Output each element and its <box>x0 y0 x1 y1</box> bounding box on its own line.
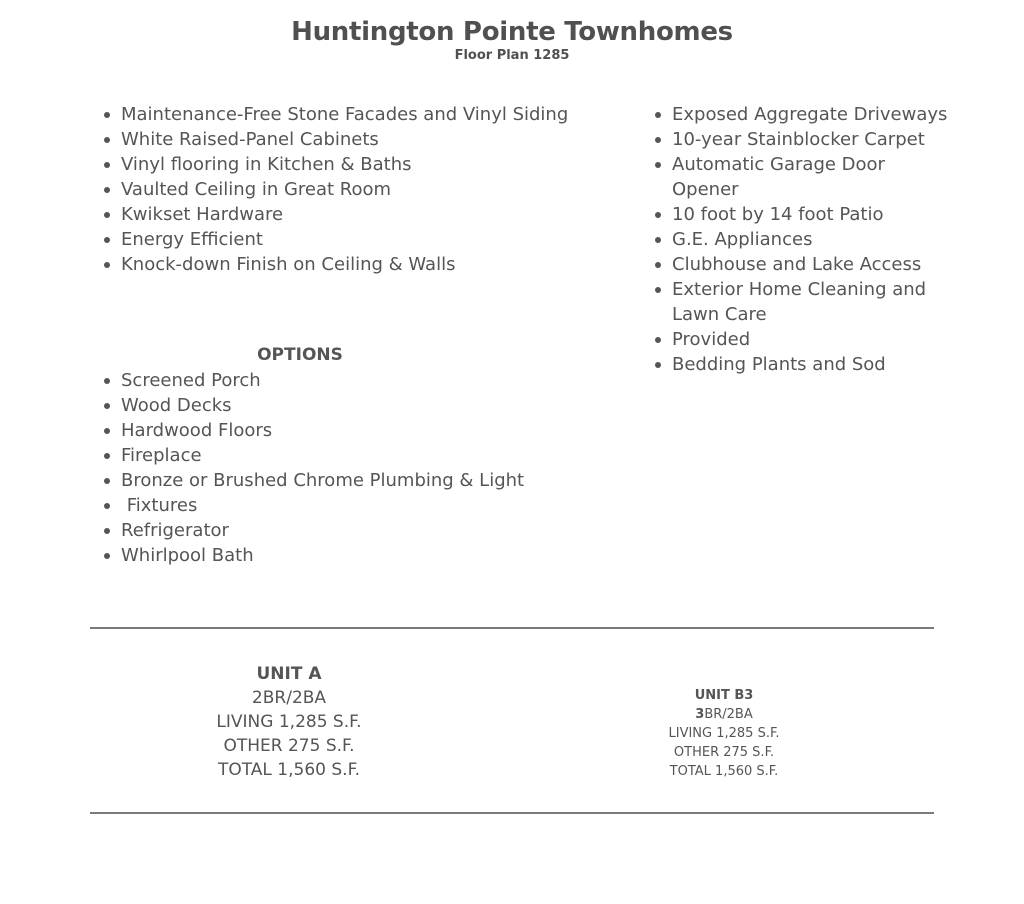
list-item: White Raised-Panel Cabinets <box>121 127 568 152</box>
unit-b3-bedbath <box>624 705 824 724</box>
list-item: Automatic Garage Door <box>672 152 947 177</box>
list-item: Knock-down Finish on Ceiling & Walls <box>121 252 568 277</box>
options-list <box>121 368 524 568</box>
list-item: Clubhouse and Lake Access <box>672 252 947 277</box>
divider <box>90 627 934 629</box>
list-item: 10-year Stainblocker Carpet <box>672 127 947 152</box>
unit-b3-living: LIVING 1,285 S.F. <box>668 726 780 741</box>
page-title: Huntington Pointe Townhomes <box>291 17 733 47</box>
list-item: Fixtures <box>121 493 524 518</box>
unit-a-title: UNIT A <box>256 664 322 684</box>
page-subtitle: Floor Plan 1285 <box>454 48 570 63</box>
unit-b3-bedrooms: 3 <box>695 707 705 722</box>
list-item: Provided <box>672 327 947 352</box>
unit-b3-title: UNIT B3 <box>694 688 754 703</box>
list-item: Refrigerator <box>121 518 524 543</box>
list-item: Opener <box>672 179 739 200</box>
standard-features-list-right <box>672 102 947 377</box>
unit-b3-total: TOTAL 1,560 S.F. <box>669 764 779 779</box>
list-item: Fireplace <box>121 443 524 468</box>
standard-features-list-left <box>121 102 568 277</box>
divider <box>90 812 934 814</box>
list-item: G.E. Appliances <box>672 227 947 252</box>
list-item: Bronze or Brushed Chrome Plumbing & Light <box>121 470 525 491</box>
unit-a-bedbath: 2BR/2BA <box>251 688 327 708</box>
list-item: Vinyl flooring in Kitchen & Baths <box>121 152 568 177</box>
list-item: Exposed Aggregate Driveways <box>672 104 948 125</box>
list-item: Whirlpool Bath <box>121 543 524 568</box>
list-item: Bedding Plants and Sod <box>672 352 947 377</box>
list-item: Lawn Care <box>672 304 767 325</box>
options-heading: OPTIONS <box>257 345 343 365</box>
unit-a-block <box>189 662 389 782</box>
list-item: Kwikset Hardware <box>121 202 568 227</box>
list-item: Vaulted Ceiling in Great Room <box>121 177 568 202</box>
unit-a-total: TOTAL 1,560 S.F. <box>217 760 361 780</box>
list-item: Maintenance-Free Stone Facades and Vinyl Siding <box>121 104 569 125</box>
unit-a-other: OTHER 275 S.F. <box>223 736 355 756</box>
unit-b3-block <box>624 686 824 781</box>
list-item: Hardwood Floors <box>121 418 524 443</box>
unit-b3-bedbath-rest: BR/2BA <box>704 707 753 722</box>
list-item: Exterior Home Cleaning and <box>672 277 947 302</box>
unit-a-living: LIVING 1,285 S.F. <box>216 712 362 732</box>
list-item: Energy Efficient <box>121 227 568 252</box>
list-item: Wood Decks <box>121 393 524 418</box>
list-item: 10 foot by 14 foot Patio <box>672 202 947 227</box>
list-item: Screened Porch <box>121 368 524 393</box>
unit-b3-other: OTHER 275 S.F. <box>673 745 775 760</box>
